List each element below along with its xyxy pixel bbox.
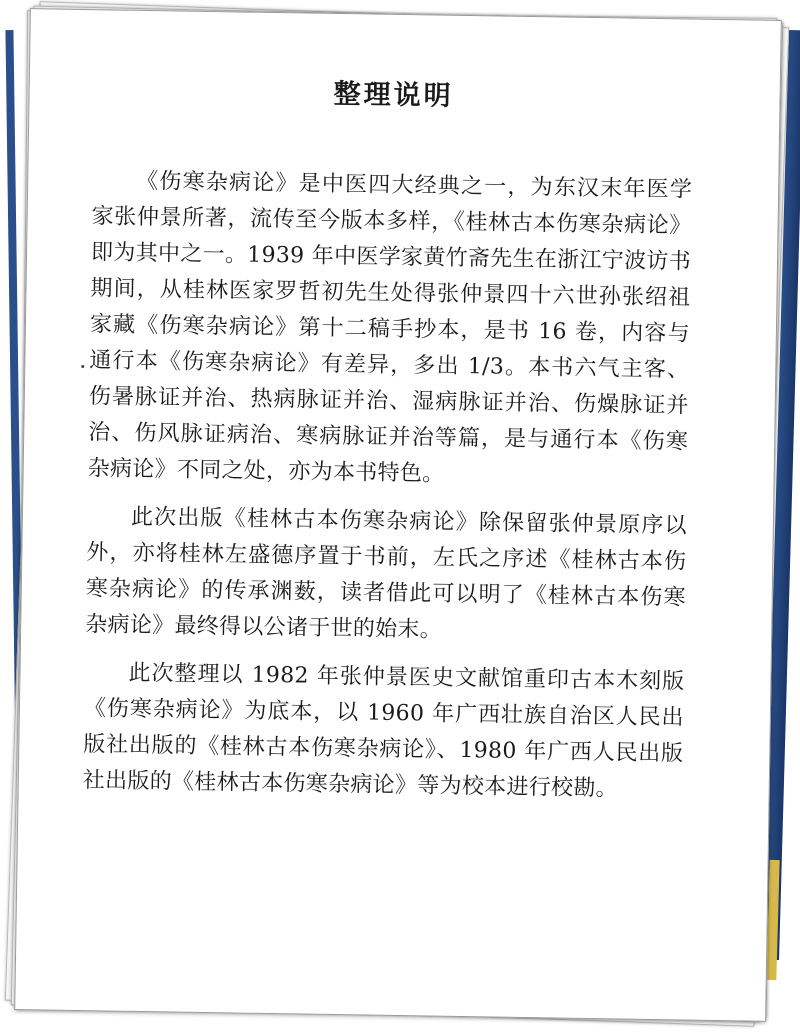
paragraph-2: 此次出版《桂林古本伤寒杂病论》除保留张仲景原序以外，亦将桂林左盛德序置于书前，左氏之序述《桂林古本伤寒杂病论》的传承渊薮，读者借此可以明了《桂林古本伤寒杂病论》最终得以公诸于世的始末。 [85, 504, 688, 643]
ink-speck [81, 365, 84, 368]
document-page [14, 8, 782, 1022]
paragraph-3: 此次整理以 1982 年张仲景医史文献馆重印古本木刻版《伤寒杂病论》为底本，以 1960 年广西壮族自治区人民出版社出版的《桂林古本伤寒杂病论》、1980 年广西人民出版社出版的《桂林古本伤寒杂病论》等为校本进行校勘。 [82, 660, 685, 802]
page-title: 整理说明 [333, 78, 454, 112]
paragraph-1: 《伤寒杂病论》是中医四大经典之一，为东汉末年医学家张仲景所著，流传至今版本多样，《桂林古本伤寒杂病论》即为其中之一。1939 年中医学家黄竹斋先生在浙江宁波访书期间，从桂林医家罗哲初先生处得张仲景四十六世孙张绍祖家藏《伤寒杂病论》第十二稿手抄本，是书 16 卷，内容与通行本《伤寒杂病论》有差异，多出 1/3。本书六气主客、伤暑脉证并治、热病脉证并治、湿病脉证并治、伤燥脉证并治、伤风脉证病治、寒病脉证并治等篇，是与通行本《伤寒杂病论》不同之处，亦为本书特色。 [87, 168, 693, 487]
page-content [82, 58, 694, 820]
